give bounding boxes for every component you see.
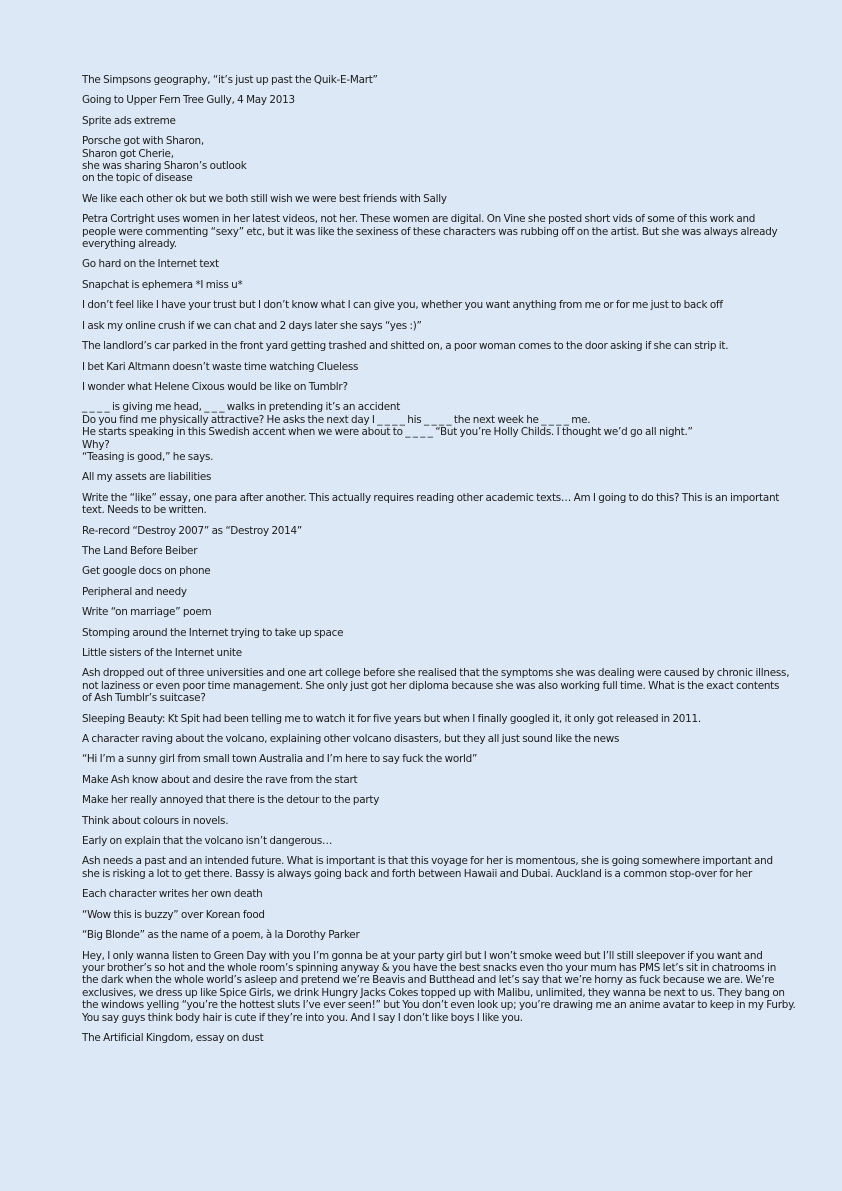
note-line: the windows yelling “you’re the hottest sluts I’ve ever seen!” but You don’t even look up; you’re drawing me an anime avatar to keep in my Furby.	[82, 999, 796, 1012]
note-line: I bet Kari Altmann doesn’t waste time watching Clueless	[82, 360, 359, 373]
note-paragraph	[82, 471, 772, 483]
note-line: Hey, I only wanna listen to Green Day with you I’m gonna be at your party girl but I won’t smoke weed but I’ll still sleepover if you want and	[82, 949, 763, 962]
note-line: We like each other ok but we both still wish we were best friends with Sally	[82, 192, 447, 205]
note-line: exclusives, we dress up like Spice Girls, we drink Hungry Jacks Cokes topped up with Malibu, unlimited, they wanna be next to us. They bang on	[82, 986, 785, 999]
note-line: Go hard on the Internet text	[82, 258, 219, 271]
note-paragraph	[82, 361, 772, 373]
note-paragraph	[82, 525, 772, 537]
note-paragraph	[82, 774, 772, 786]
note-line: A character raving about the volcano, explaining other volcano disasters, but they all just sound like the news	[82, 733, 620, 746]
note-paragraph	[82, 299, 772, 311]
note-line: of Ash Tumblr’s suitcase?	[82, 692, 206, 705]
note-line: Sprite ads extreme	[82, 114, 176, 127]
note-line: The Simpsons geography, “it’s just up past the Quik-E-Mart”	[82, 74, 378, 86]
note-line: Why?	[82, 438, 110, 451]
note-line: Write the “like” essay, one para after another. This actually requires reading other academic texts… Am I going to do this? This is an important	[82, 491, 780, 504]
note-paragraph	[82, 794, 772, 806]
note-line: Going to Upper Fern Tree Gully, 4 May 2013	[82, 94, 295, 107]
note-paragraph	[82, 713, 772, 725]
note-line: she was sharing Sharon’s outlook	[82, 160, 247, 173]
note-line: Early on explain that the volcano isn’t dangerous…	[82, 835, 333, 848]
note-line: Get google docs on phone	[82, 565, 211, 578]
note-line: Ash dropped out of three universities and one art college before she realised that the symptoms she was dealing were caused by chronic illness,	[82, 667, 790, 680]
note-line: The Land Before Beiber	[82, 544, 198, 557]
note-line: Little sisters of the Internet unite	[82, 647, 242, 659]
note-line: The landlord’s car parked in the front yard getting trashed and shitted on, a poor woman comes to the door asking if she can strip it.	[82, 340, 729, 353]
note-line: _ _ _ _ is giving me head, _ _ _ walks in pretending it’s an accident	[82, 401, 401, 414]
note-line: she is risking a lot to get there. Bassy is always going back and forth between Hawaii and Dubai. Auckland is a common stop-over for her	[82, 867, 752, 880]
note-paragraph	[82, 647, 772, 659]
note-line: Snapchat is ephemera *I miss u*	[82, 278, 243, 291]
note-line: on the topic of disease	[82, 172, 193, 185]
note-line: “Wow this is buzzy” over Korean food	[82, 908, 265, 921]
note-paragraph	[82, 320, 772, 332]
note-line: text. Needs to be written.	[82, 504, 207, 517]
note-line: “Big Blonde” as the name of a poem, à la Dorothy Parker	[82, 929, 360, 942]
note-paragraph	[82, 888, 772, 900]
note-line: Sleeping Beauty: Kt Spit had been telling me to watch it for five years but when I finally googled it, it only got released in 2011.	[82, 712, 701, 725]
note-line: I wonder what Helene Cixous would be like on Tumblr?	[82, 380, 348, 393]
note-line: Re-record “Destroy 2007” as “Destroy 2014”	[82, 524, 303, 537]
note-paragraph	[82, 949, 796, 1024]
note-line: I don’t feel like I have your trust but I don’t know what I can give you, whether you want anything from me or for me just to back off	[82, 299, 723, 312]
notes-document	[82, 74, 796, 1052]
note-paragraph	[82, 545, 772, 557]
note-paragraph	[82, 565, 772, 577]
note-line: Make Ash know about and desire the rave from the start	[82, 773, 358, 786]
note-paragraph	[82, 909, 772, 921]
note-line: Petra Cortright uses women in her latest videos, not her. These women are digital. On Vine she posted short vids of some of this work and	[82, 213, 756, 226]
note-line: Peripheral and needy	[82, 585, 187, 598]
note-line: You say guys think body hair is cute if they’re into you. And I say I don’t like boys I like you.	[82, 1011, 523, 1024]
note-paragraph	[82, 401, 772, 463]
note-line: Write “on marriage” poem	[82, 606, 212, 619]
note-paragraph	[82, 1032, 772, 1044]
note-line: everything already.	[82, 238, 177, 251]
note-line: Ash needs a past and an intended future. What is important is that this voyage for her is momentous, she is going somewhere important and	[82, 855, 773, 868]
note-line: “Hi I’m a sunny girl from small town Australia and I’m here to say fuck the world”	[82, 753, 478, 766]
note-paragraph	[82, 193, 772, 205]
note-paragraph	[82, 733, 772, 745]
note-paragraph	[82, 94, 772, 106]
note-paragraph	[82, 213, 778, 251]
note-paragraph	[82, 855, 772, 880]
note-paragraph	[82, 340, 772, 352]
note-line: He starts speaking in this Swedish accent when we were about to _ _ _ _ “But you’re Holly Childs. I thought we’d go all night.”	[82, 426, 693, 439]
note-paragraph	[82, 835, 772, 847]
note-line: Sharon got Cherie,	[82, 147, 174, 160]
note-line: Think about colours in novels.	[82, 814, 229, 827]
note-paragraph	[82, 279, 772, 291]
note-paragraph	[82, 929, 772, 941]
note-paragraph	[82, 586, 772, 598]
note-line: Each character writes her own death	[82, 888, 263, 901]
note-paragraph	[82, 667, 790, 705]
note-paragraph	[82, 606, 772, 618]
note-paragraph	[82, 627, 772, 639]
note-paragraph	[82, 491, 780, 517]
note-paragraph	[82, 115, 772, 127]
note-line: Porsche got with Sharon,	[82, 135, 204, 148]
note-line: Make her really annoyed that there is the detour to the party	[82, 794, 380, 807]
note-paragraph	[82, 815, 772, 827]
note-paragraph	[82, 381, 772, 393]
note-paragraph	[82, 74, 772, 86]
note-line: Do you find me physically attractive? He asks the next day I _ _ _ _ his _ _ _ _ the next week he _ _ _ _ me.	[82, 413, 591, 426]
note-line: not laziness or even poor time management. She only just got her diploma because she was also working full time. What is the exact contents	[82, 679, 780, 692]
note-line: Stomping around the Internet trying to take up space	[82, 626, 344, 639]
note-paragraph	[82, 258, 772, 270]
note-line: I ask my online crush if we can chat and 2 days later she says “yes :)”	[82, 319, 422, 332]
note-paragraph	[82, 753, 772, 765]
note-paragraph	[82, 135, 772, 185]
note-line: “Teasing is good,” he says.	[82, 450, 214, 463]
note-line: The Artificial Kingdom, essay on dust	[82, 1031, 264, 1044]
note-line: All my assets are liabilities	[82, 471, 212, 484]
note-line: your brother’s so hot and the whole room’s spinning anyway & you have the best snacks even tho your mum has PMS let’s sit in chatrooms in	[82, 961, 777, 974]
note-line: the dark when the whole world’s asleep and pretend we’re Beavis and Butthead and let’s say that we’re horny as fuck because we are. We’re	[82, 974, 775, 987]
note-line: people were commenting “sexy” etc, but it was like the sexiness of these characters was rubbing off on the artist. But she was always already	[82, 225, 778, 238]
